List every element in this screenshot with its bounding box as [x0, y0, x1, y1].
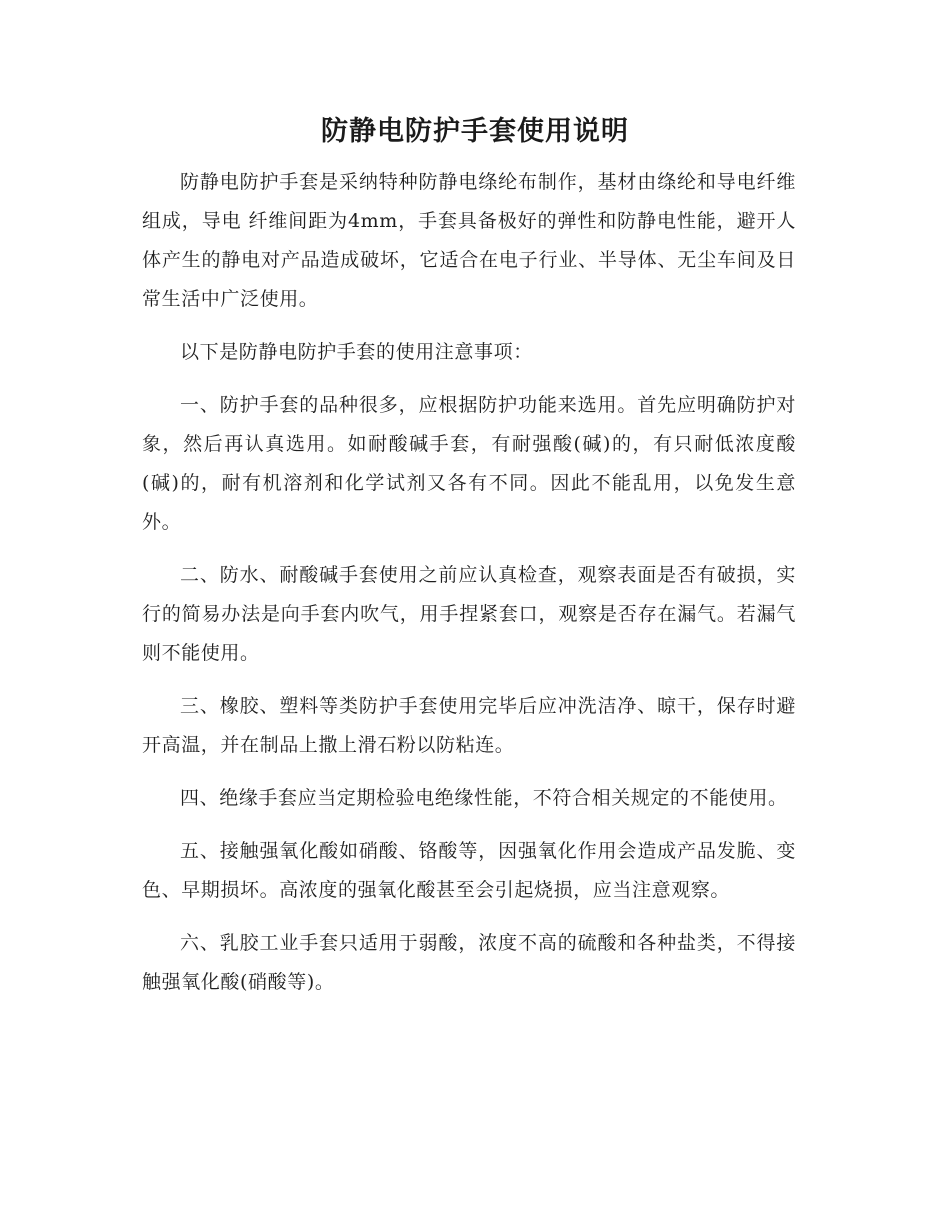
paragraph-item-5: 五、接触强氧化酸如硝酸、铬酸等，因强氧化作用会造成产品发脆、变色、早期损坏。高浓度的强氧化酸甚至会引起烧损，应当注意观察。	[142, 840, 796, 901]
paragraph-item-1: 一、防护手套的品种很多，应根据防护功能来选用。首先应明确防护对象，然后再认真选用。如耐酸碱手套，有耐强酸(碱)的，有只耐低浓度酸(碱)的，耐有机溶剂和化学试剂又各有不同。因此不能乱用，以免发生意外。	[142, 394, 796, 533]
paragraph-item-2: 二、防水、耐酸碱手套使用之前应认真检查，观察表面是否有破损，实行的简易办法是向手套内吹气，用手捏紧套口，观察是否存在漏气。若漏气则不能使用。	[142, 564, 796, 664]
document-body	[142, 163, 796, 1016]
paragraph-intro: 防静电防护手套是采纳特种防静电绦纶布制作，基材由绦纶和导电纤维组成，导电 纤维间距为4mm，手套具备极好的弹性和防静电性能，避开人体产生的静电对产品造成破坏，它适合在电子行业、半导体、无尘车间及日常生活中广泛使用。	[142, 171, 796, 310]
paragraph-item-3: 三、橡胶、塑料等类防护手套使用完毕后应冲洗洁净、晾干，保存时避开高温，并在制品上撒上滑石粉以防粘连。	[142, 695, 796, 756]
paragraph-notes-heading: 以下是防静电防护手套的使用注意事项：	[180, 341, 533, 363]
document-title: 防静电防护手套使用说明	[321, 116, 629, 147]
paragraph-item-4: 四、绝缘手套应当定期检验电绝缘性能，不符合相关规定的不能使用。	[180, 787, 788, 809]
paragraph-item-6: 六、乳胶工业手套只适用于弱酸，浓度不高的硫酸和各种盐类，不得接触强氧化酸(硝酸等)。	[142, 932, 796, 993]
